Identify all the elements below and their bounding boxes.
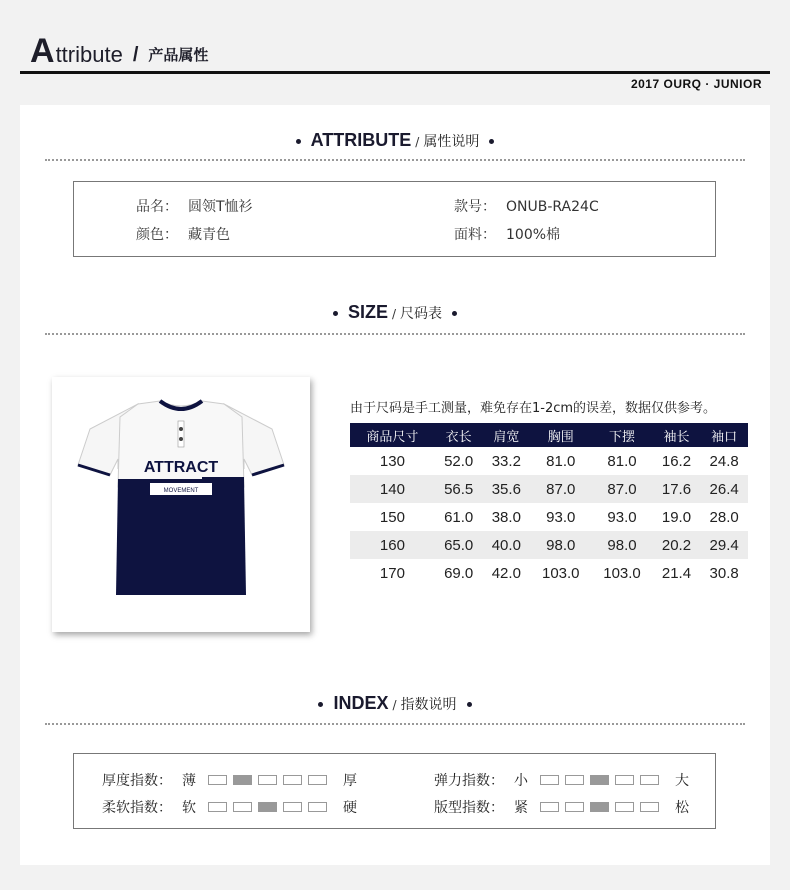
title-separator: / bbox=[415, 135, 420, 149]
attribute-key: 品名： bbox=[136, 199, 178, 215]
index-cell bbox=[258, 775, 277, 785]
index-high: 大 bbox=[675, 773, 689, 789]
size-table-header bbox=[350, 423, 748, 447]
attribute-item bbox=[454, 224, 560, 244]
index-cell bbox=[233, 802, 252, 812]
table-cell: 24.8 bbox=[709, 452, 739, 470]
index-scale bbox=[208, 802, 327, 812]
table-cell: 26.4 bbox=[700, 475, 748, 503]
table-cell: 98.0 bbox=[591, 531, 652, 559]
size-note: 由于尺码是手工测量，难免存在1-2cm的误差，数据仅供参考。 bbox=[350, 401, 717, 416]
index-label: 柔软指数： bbox=[102, 800, 172, 816]
index-cell bbox=[640, 775, 659, 785]
bullet-dot bbox=[296, 139, 301, 144]
table-cell: 21.4 bbox=[661, 564, 692, 582]
size-title-en: SIZE bbox=[347, 302, 388, 322]
table-cell: 98.0 bbox=[530, 531, 591, 559]
attribute-value: ONUB-RA24C bbox=[506, 199, 599, 215]
index-row-softness bbox=[102, 797, 357, 817]
content-card bbox=[20, 105, 770, 865]
index-title-en: INDEX bbox=[333, 693, 389, 713]
table-cell: 20.2 bbox=[653, 531, 701, 559]
attribute-box bbox=[73, 181, 716, 257]
attribute-value: 藏青色 bbox=[188, 227, 230, 243]
index-scale bbox=[540, 802, 659, 812]
table-cell: 40.0 bbox=[483, 531, 531, 559]
attribute-item bbox=[136, 224, 230, 244]
brand-initial: A bbox=[30, 32, 55, 70]
table-cell: 56.5 bbox=[435, 475, 483, 503]
table-cell: 93.0 bbox=[546, 508, 576, 526]
brand-separator: / bbox=[132, 44, 139, 66]
index-cell-active bbox=[233, 775, 252, 785]
index-low: 薄 bbox=[182, 773, 196, 789]
attribute-key: 颜色： bbox=[136, 227, 178, 243]
product-photo bbox=[52, 377, 310, 632]
brand-title bbox=[30, 34, 208, 68]
table-cell: 17.6 bbox=[653, 475, 701, 503]
dotted-divider bbox=[45, 333, 745, 335]
table-cell: 170 bbox=[379, 564, 405, 582]
index-low: 小 bbox=[514, 773, 528, 789]
table-cell: 29.4 bbox=[700, 531, 748, 559]
table-row bbox=[350, 447, 748, 475]
size-table bbox=[350, 423, 748, 587]
attribute-key: 款号： bbox=[454, 199, 496, 215]
index-cell bbox=[208, 775, 227, 785]
size-section-title bbox=[20, 302, 770, 323]
table-cell: 87.0 bbox=[591, 475, 652, 503]
index-box bbox=[73, 753, 716, 829]
attribute-item bbox=[454, 196, 599, 216]
index-low: 紧 bbox=[514, 800, 528, 816]
index-label: 厚度指数： bbox=[102, 773, 172, 789]
index-cell bbox=[283, 802, 302, 812]
index-section-title bbox=[20, 693, 770, 714]
table-cell: 42.0 bbox=[491, 564, 521, 582]
table-cell: 81.0 bbox=[546, 452, 576, 470]
index-label: 弹力指数： bbox=[434, 773, 504, 789]
table-cell: 33.2 bbox=[491, 452, 521, 470]
table-cell: 81.0 bbox=[607, 452, 637, 470]
index-row-fit bbox=[434, 797, 689, 817]
bullet-dot bbox=[333, 311, 338, 316]
table-cell: 52.0 bbox=[444, 452, 474, 470]
index-cell bbox=[308, 802, 327, 812]
index-cell-active bbox=[258, 802, 277, 812]
table-cell: 69.0 bbox=[444, 564, 474, 582]
shirt-print-sub: MOVEMENT bbox=[163, 488, 199, 494]
attribute-title-cn: 属性说明 bbox=[423, 134, 480, 150]
table-cell: 87.0 bbox=[530, 475, 591, 503]
index-scale bbox=[208, 775, 327, 785]
column-header: 肩宽 bbox=[483, 423, 531, 447]
table-cell: 61.0 bbox=[444, 508, 474, 526]
table-row bbox=[350, 559, 748, 587]
table-cell: 140 bbox=[350, 475, 435, 503]
table-row bbox=[350, 475, 748, 503]
index-cell bbox=[308, 775, 327, 785]
index-cell bbox=[565, 802, 584, 812]
table-cell: 93.0 bbox=[607, 508, 637, 526]
tagline: 2017 OURQ · JUNIOR bbox=[630, 77, 762, 91]
index-cell-active bbox=[590, 802, 609, 812]
index-cell bbox=[283, 775, 302, 785]
tshirt-image bbox=[52, 377, 310, 632]
table-cell: 28.0 bbox=[709, 508, 739, 526]
dotted-divider bbox=[45, 723, 745, 725]
column-header: 衣长 bbox=[435, 423, 483, 447]
attribute-value: 圆领T恤衫 bbox=[188, 199, 253, 215]
column-header: 胸围 bbox=[530, 423, 591, 447]
index-cell bbox=[615, 775, 634, 785]
bullet-dot bbox=[489, 139, 494, 144]
dotted-divider bbox=[45, 159, 745, 161]
bullet-dot bbox=[467, 702, 472, 707]
column-header: 袖口 bbox=[700, 423, 748, 447]
index-cell bbox=[615, 802, 634, 812]
attribute-key: 面料： bbox=[454, 227, 496, 243]
brand-chinese: 产品属性 bbox=[148, 46, 209, 64]
title-separator: / bbox=[392, 698, 397, 712]
index-cell-active bbox=[590, 775, 609, 785]
bullet-dot bbox=[452, 311, 457, 316]
index-label: 版型指数： bbox=[434, 800, 504, 816]
index-row-thickness bbox=[102, 770, 357, 790]
index-cell bbox=[565, 775, 584, 785]
column-header: 下摆 bbox=[591, 423, 652, 447]
shirt-print-main: ATTRACT bbox=[143, 459, 219, 476]
table-row bbox=[350, 531, 748, 559]
index-title-cn: 指数说明 bbox=[400, 697, 457, 713]
table-cell: 103.0 bbox=[541, 564, 580, 582]
table-cell: 65.0 bbox=[435, 531, 483, 559]
index-cell bbox=[640, 802, 659, 812]
table-cell: 103.0 bbox=[603, 564, 641, 582]
index-cell bbox=[540, 775, 559, 785]
table-row bbox=[350, 503, 748, 531]
index-high: 厚 bbox=[343, 773, 357, 789]
column-header: 袖长 bbox=[653, 423, 701, 447]
attribute-value: 100%棉 bbox=[506, 227, 561, 243]
header-rule bbox=[20, 71, 770, 74]
table-cell: 150 bbox=[379, 508, 405, 526]
attribute-item bbox=[136, 196, 253, 216]
index-high: 硬 bbox=[343, 800, 357, 816]
table-cell: 130 bbox=[379, 452, 405, 470]
attribute-section-title bbox=[20, 130, 770, 151]
size-title-cn: 尺码表 bbox=[400, 306, 443, 322]
brand-rest: ttribute bbox=[55, 42, 123, 67]
page-header bbox=[0, 0, 790, 105]
index-row-elasticity bbox=[434, 770, 689, 790]
title-separator: / bbox=[391, 307, 397, 321]
index-scale bbox=[540, 775, 659, 785]
column-header: 商品尺寸 bbox=[350, 423, 435, 447]
index-cell bbox=[208, 802, 227, 812]
index-cell bbox=[540, 802, 559, 812]
table-cell: 30.8 bbox=[709, 564, 739, 582]
bullet-dot bbox=[318, 702, 323, 707]
table-cell: 19.0 bbox=[661, 508, 692, 526]
table-cell: 160 bbox=[350, 531, 435, 559]
attribute-title-en: ATTRIBUTE bbox=[310, 130, 412, 150]
index-low: 软 bbox=[182, 800, 196, 816]
table-cell: 35.6 bbox=[483, 475, 531, 503]
index-high: 松 bbox=[675, 800, 689, 816]
table-cell: 16.2 bbox=[661, 452, 692, 470]
table-cell: 38.0 bbox=[491, 508, 521, 526]
